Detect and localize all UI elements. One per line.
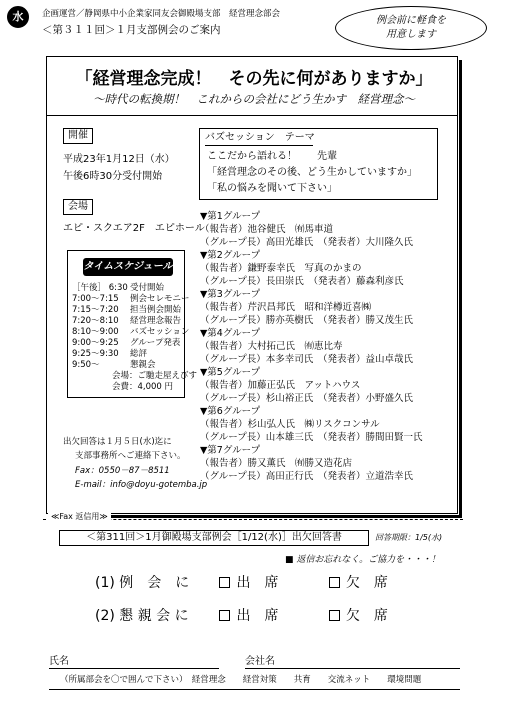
schedule-row: 7:15～7:20 担当例会開始 <box>72 305 182 315</box>
party-rsvp-row <box>95 605 388 625</box>
reply-reminder: ■ 返信お忘れなく。ご協力を・・・！ <box>285 555 441 565</box>
rsvp-deadline-note: 出欠回答は１月５日(水)迄に <box>63 437 172 447</box>
buzz-line1: ここだから語れる！ 先輩 <box>207 151 337 162</box>
main-title: 「経営理念完成！ その先に何がありますか」 <box>75 69 433 89</box>
meeting-rsvp-row <box>95 572 388 592</box>
organizer-line: 企画運営／静岡県中小企業家同友会御殿場支部 経営理念部会 <box>42 9 281 19</box>
kaisai-label: 開催 <box>63 128 93 144</box>
group-reporter: （報告者）芹沢昌邦氏 昭和洋樽近喜㈱ <box>200 302 372 313</box>
schedule-row: ［午後］ 6:30 受付開始 <box>72 283 165 293</box>
buzz-line3: 「私の悩みを聞いて下さい」 <box>207 183 337 194</box>
footer-underline <box>49 689 460 690</box>
group-heading: ▼第5グループ <box>200 367 261 378</box>
company-field[interactable] <box>245 668 460 669</box>
light-meal-note-line2: 用意します <box>386 29 436 40</box>
group-heading: ▼第6グループ <box>200 406 261 417</box>
rsvp-contact-note: 支部事務所へご連絡下さい。 <box>75 451 186 461</box>
email-address: E-mail：info@doyu-gotemba.jp <box>75 480 208 490</box>
fee: 会費：4,000 円 <box>112 382 174 392</box>
fax-reply-label: ≪Fax 返信用≫ <box>48 511 111 522</box>
schedule-row: 7:00～7:15 例会セレモニー <box>72 294 190 304</box>
venue-place: エピ・スクエア2F エピホール <box>63 223 205 234</box>
meeting-attend-checkbox[interactable] <box>219 577 230 588</box>
organization-logo: 水 <box>7 6 29 28</box>
group-reporter: （報告者）杉山弘人氏 ㈱リスクコンサル <box>200 419 380 430</box>
group-reporter: （報告者）池谷健氏 ㈲馬車道 <box>200 224 334 235</box>
group-heading: ▼第1グループ <box>200 211 261 222</box>
buzz-session-label: バズセッション テーマ <box>205 132 315 143</box>
party-absent-checkbox[interactable] <box>329 610 340 621</box>
group-reporter: （報告者）勝又薫氏 ㈲勝又造花店 <box>200 458 353 469</box>
light-meal-note <box>335 6 487 50</box>
group-leader: （グループ長）本多幸司氏 （発表者）益山卓哉氏 <box>200 354 413 365</box>
party-rsvp-label: (2) 懇 親 会 に <box>95 608 189 624</box>
meeting-rsvp-label: (1) 例 会 に <box>95 575 190 591</box>
schedule-row: 9:25～9:30 総評 <box>72 349 148 359</box>
group-list <box>200 210 423 483</box>
reply-form-title: ＜第311回＞1月御殿場支部例会［1/12(水)］出欠回答書 <box>59 530 369 546</box>
reception-venue: 会場：ご馳走屋えびす <box>112 371 198 381</box>
schedule-list <box>72 283 197 393</box>
buzz-label-underline <box>205 145 313 146</box>
light-meal-note-line1: 例会前に軽食を <box>376 15 446 26</box>
group-reporter: （報告者）大村拓己氏 ㈲恵比寿 <box>200 341 343 352</box>
schedule-row: 7:20～8:10 経営理念報告 <box>72 316 182 326</box>
subtitle: ～時代の転換期！ これからの会社にどう生かす 経営理念～ <box>93 92 415 106</box>
group-leader: （グループ長）高田光雄氏 （発表者）大川隆久氏 <box>200 237 413 248</box>
company-label: 会社名 <box>245 656 275 667</box>
party-attend-checkbox[interactable] <box>219 610 230 621</box>
schedule-row: 9:50～ 懇親会 <box>72 360 156 370</box>
schedule-row: 9:00～9:25 グループ発表 <box>72 338 181 348</box>
schedule-row: 8:10～9:00 バズセッション <box>72 327 190 337</box>
group-heading: ▼第7グループ <box>200 445 261 456</box>
reply-deadline: 回答期限：1/5(水) <box>375 533 443 542</box>
party-absent-option[interactable]: 欠 席 <box>329 608 388 624</box>
meeting-absent-checkbox[interactable] <box>329 577 340 588</box>
buzz-line2: 「経営理念のその後、どう生かしていますか」 <box>207 167 417 178</box>
meeting-attend-option[interactable]: 出 席 <box>219 572 324 592</box>
event-date: 平成23年1月12日（水） <box>63 154 175 165</box>
group-heading: ▼第3グループ <box>200 289 261 300</box>
party-attend-option[interactable]: 出 席 <box>219 605 324 625</box>
group-leader: （グループ長）長田崇氏 （発表者）藤森利彦氏 <box>200 276 404 287</box>
notice-title: ＜第３１１回＞１月支部例会のご案内 <box>42 24 221 36</box>
name-label: 氏名 <box>49 656 69 667</box>
title-divider <box>46 115 458 116</box>
time-schedule-caption: タイムスケジュール <box>83 258 173 276</box>
fax-number: Fax：0550－87－8511 <box>75 466 170 476</box>
name-field[interactable] <box>49 668 219 669</box>
group-leader: （グループ長）勝亦英樹氏 （発表者）勝又茂生氏 <box>200 315 413 326</box>
group-leader: （グループ長）杉山裕正氏 （発表者）小野盛久氏 <box>200 393 413 404</box>
group-reporter: （報告者）鎌野泰幸氏 写真のかまの <box>200 263 362 274</box>
venue-label: 会場 <box>63 199 93 215</box>
group-leader: （グループ長）山本雄三氏 （発表者）勝間田賢一氏 <box>200 432 423 443</box>
event-time: 午後6時30分受付開始 <box>63 171 163 182</box>
group-heading: ▼第2グループ <box>200 250 261 261</box>
group-heading: ▼第4グループ <box>200 328 261 339</box>
group-leader: （グループ長）高田正行氏 （発表者）立道浩幸氏 <box>200 471 413 482</box>
department-selection: （所属部会を〇で囲んで下さい） 経営理念 経営対策 共育 交流ネット 環境問題 <box>60 675 422 685</box>
group-reporter: （報告者）加藤正弘氏 アットハウス <box>200 380 361 391</box>
meeting-absent-option[interactable]: 欠 席 <box>329 575 388 591</box>
